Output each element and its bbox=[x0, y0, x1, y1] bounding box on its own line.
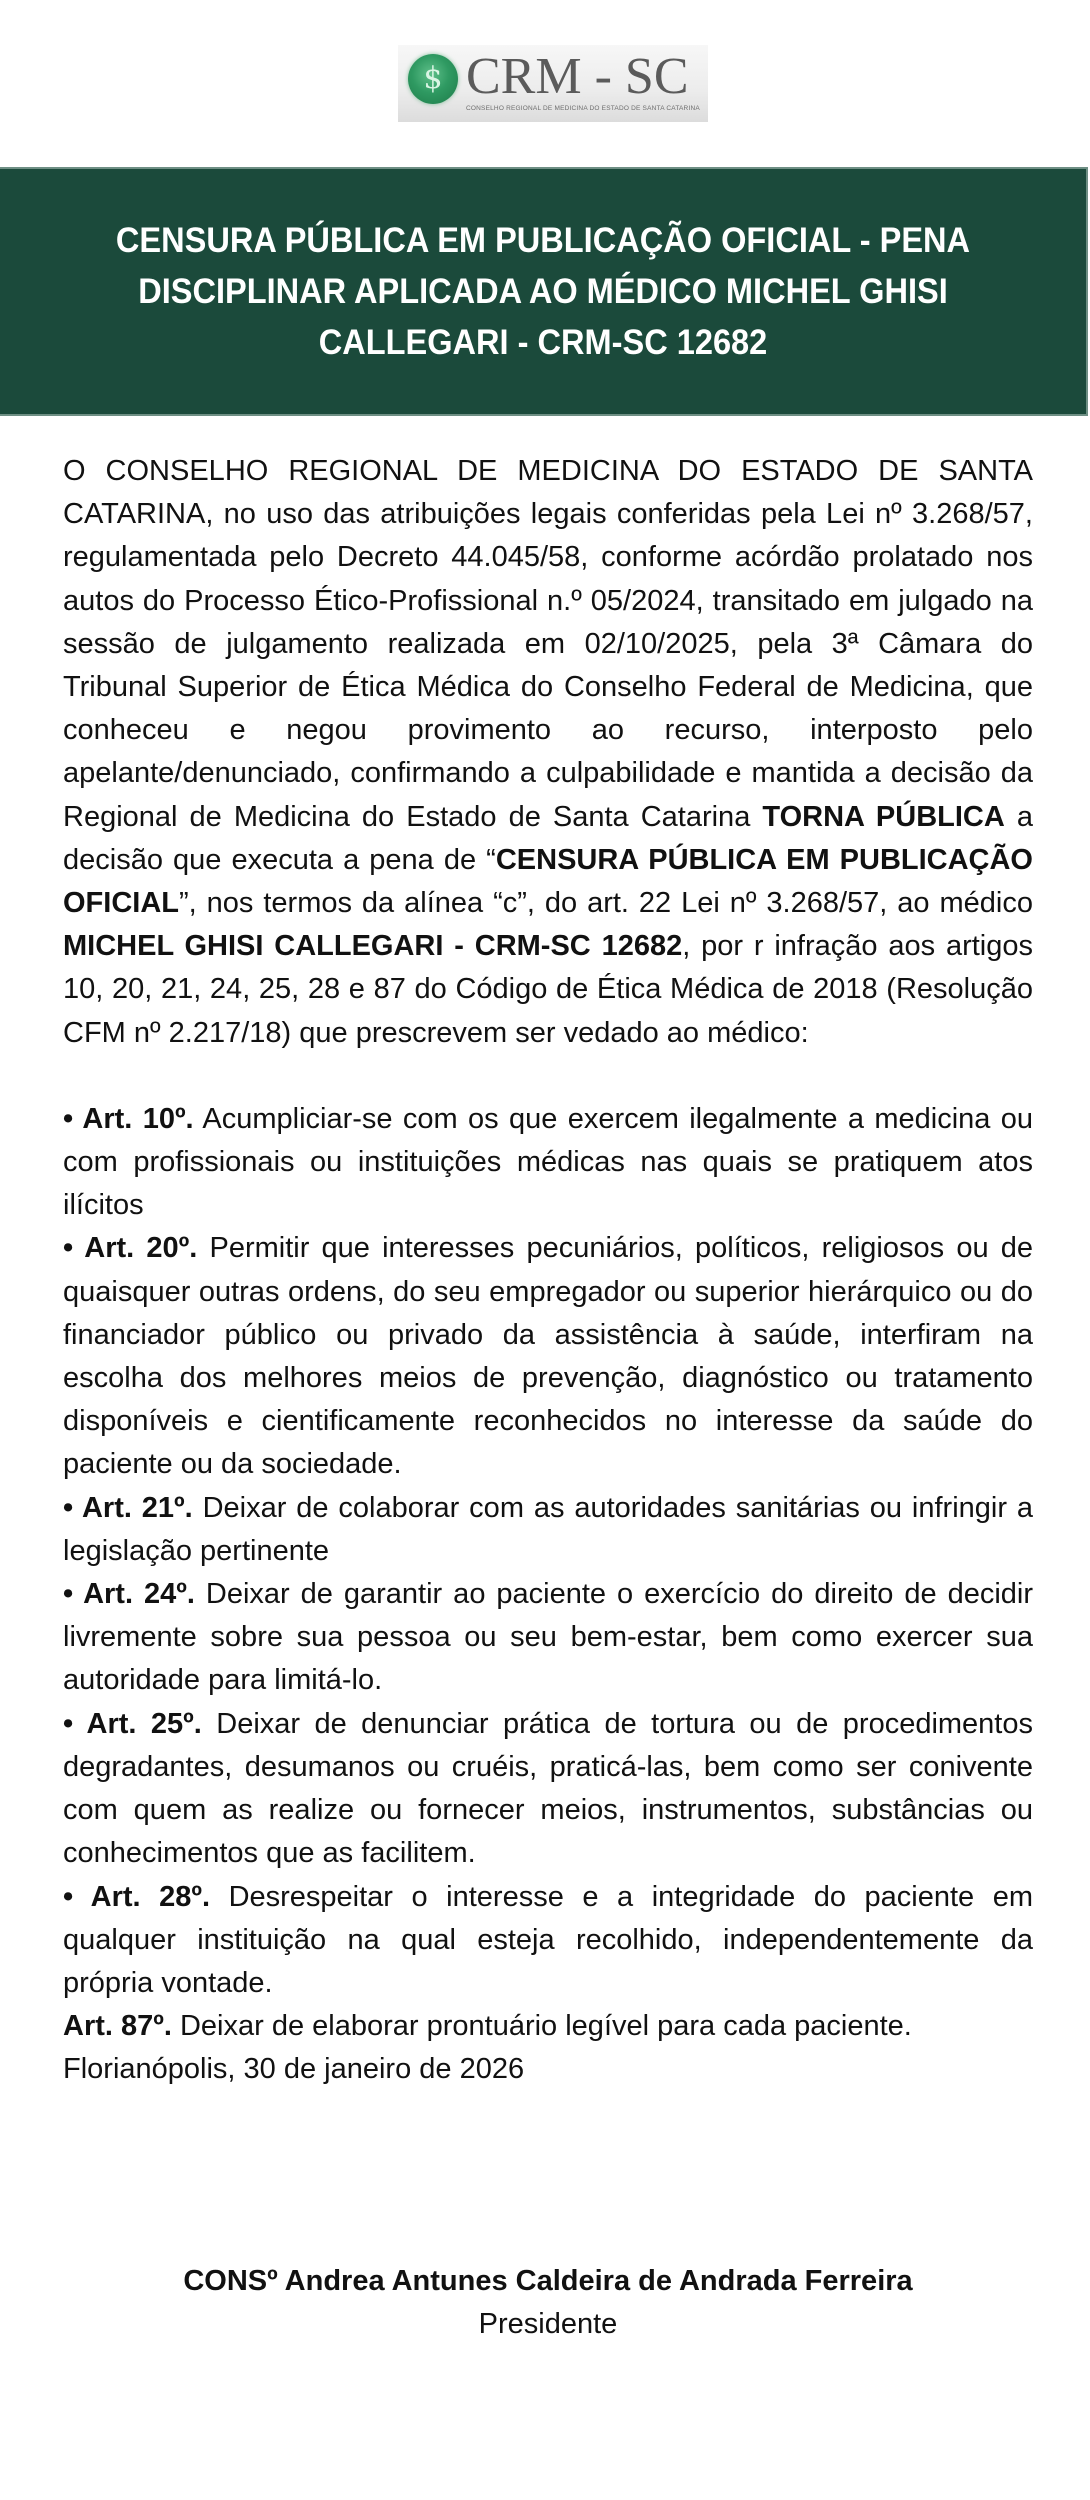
article-text: Deixar de elaborar prontuário legível para cada paciente. bbox=[179, 2010, 912, 2043]
signatory-role: Presidente bbox=[478, 2308, 618, 2340]
article-label: Art. 28º. bbox=[90, 1880, 211, 1913]
signatory-name: CONSº Andrea Antunes Caldeira de Andrada Ferreira bbox=[183, 2265, 913, 2297]
seal-glyph: $ bbox=[423, 61, 443, 96]
article-text: Deixar de denunciar prática de tortura ou de procedimentos degradantes, desumanos ou cruéis, praticá-las, bem como ser conivente com quem as realize ou fornecer meios, instrumentos, substâncias ou conhecimentos que as facilitem. bbox=[63, 1707, 1033, 1870]
bullet: • bbox=[63, 1102, 74, 1135]
logo-subtitle: CONSELHO REGIONAL DE MEDICINA DO ESTADO DE SANTA CATARINA bbox=[466, 105, 700, 112]
bullet: • bbox=[63, 1880, 74, 1913]
intro-paragraph bbox=[63, 450, 1033, 1055]
page-title: CENSURA PÚBLICA EM PUBLICAÇÃO OFICIAL - PENA DISCIPLINAR APLICADA AO MÉDICO MICHEL GHISI CALLEGARI - CRM-SC 12682 bbox=[115, 221, 971, 362]
article-item bbox=[63, 2005, 1033, 2048]
article-text: Desrespeitar o interesse e a integridade do paciente em qualquer instituição na qual esteja recolhido, independentemente da própria vontade. bbox=[63, 1880, 1033, 1999]
crm-sc-logo bbox=[398, 45, 708, 122]
logo-title: CRM - SC bbox=[466, 48, 689, 105]
bullet: • bbox=[63, 1707, 74, 1740]
intro-bold-penalty: CENSURA PÚBLICA EM PUBLICAÇÃO OFICIAL bbox=[63, 843, 1033, 920]
article-text: Deixar de colaborar com as autoridades sanitárias ou infringir a legislação pertinente bbox=[63, 1491, 1034, 1567]
article-label: Art. 10º. bbox=[82, 1102, 194, 1135]
bullet: • bbox=[63, 1578, 74, 1611]
article-text: Permitir que interesses pecuniários, políticos, religiosos ou de quaisquer outras ordens, do seu empregador ou superior hierárquico ou do financiador público ou privado da assistência à saúde, interfiram na escolha dos melhores meios de prevenção, diagnóstico ou tratamento disponíveis e cientificamente reconhecidos no interesse da saúde do paciente ou da sociedade. bbox=[63, 1232, 1034, 1481]
article-item bbox=[63, 1227, 1033, 1486]
place-date: Florianópolis, 30 de janeiro de 2026 bbox=[63, 2053, 525, 2086]
bullet: • bbox=[63, 1232, 74, 1265]
caduceus-seal-icon bbox=[408, 54, 458, 104]
articles-list bbox=[63, 1098, 1033, 2048]
article-label: Art. 20º. bbox=[84, 1232, 198, 1265]
intro-bold-doctor: MICHEL GHISI CALLEGARI - CRM-SC 12682 bbox=[63, 930, 683, 963]
article-label: Art. 25º. bbox=[86, 1707, 202, 1740]
article-text: Acumpliciar-se com os que exercem ilegalmente a medicina ou com profissionais ou instituições médicas nas quais se pratiquem atos ilícitos bbox=[63, 1102, 1034, 1222]
intro-text-3: ”, nos termos da alínea “c”, do art. 22 Lei nº 3.268/57, ao médico bbox=[179, 887, 1033, 920]
article-label: Art. 24º. bbox=[83, 1578, 195, 1611]
intro-text-1: O CONSELHO REGIONAL DE MEDICINA DO ESTADO DE SANTA CATARINA, no uso das atribuições legais conferidas pela Lei nº 3.268/57, regulamentada pelo Decreto 44.045/58, conforme acórdão prolatado nos autos do Processo Ético-Profissional n.º 05/2024, transitado em julgado na sessão de julgamento realizada em 02/10/2025, pela 3ª Câmara do Tribunal Superior de Ética Médica do Conselho Federal de Medicina, que conheceu e negou provimento ao recurso, interposto pelo apelante/denunciado, confirmando a culpabilidade e mantida a decisão da Regional de Medicina do Estado de Santa Catarina bbox=[63, 455, 1033, 833]
article-label: Art. 87º. bbox=[63, 2010, 172, 2043]
intro-bold-torna-publica: TORNA PÚBLICA bbox=[762, 800, 1005, 833]
article-label: Art. 21º. bbox=[81, 1491, 193, 1524]
article-item bbox=[63, 1487, 1033, 1573]
intro-text-2: a decisão que executa a pena de “ bbox=[63, 800, 1033, 876]
article-item bbox=[63, 1573, 1033, 1703]
article-item bbox=[63, 1876, 1033, 2006]
signature-block bbox=[63, 2260, 1033, 2346]
intro-text-4: , por r infração aos artigos 10, 20, 21, 24, 25, 28 e 87 do Código de Ética Médica de 2018 (Resolução CFM nº 2.217/18) que prescrevem ser vedado ao médico: bbox=[63, 930, 1033, 1049]
document-body bbox=[63, 450, 1033, 2092]
article-text: Deixar de garantir ao paciente o exercício do direito de decidir livremente sobre sua pessoa ou seu bem-estar, bem como exercer sua autoridade para limitá-lo. bbox=[63, 1578, 1034, 1697]
article-item bbox=[63, 1098, 1033, 1228]
bullet: • bbox=[63, 1491, 74, 1524]
title-banner bbox=[0, 167, 1088, 416]
article-item bbox=[63, 1703, 1033, 1876]
spacer bbox=[63, 1055, 1033, 1098]
